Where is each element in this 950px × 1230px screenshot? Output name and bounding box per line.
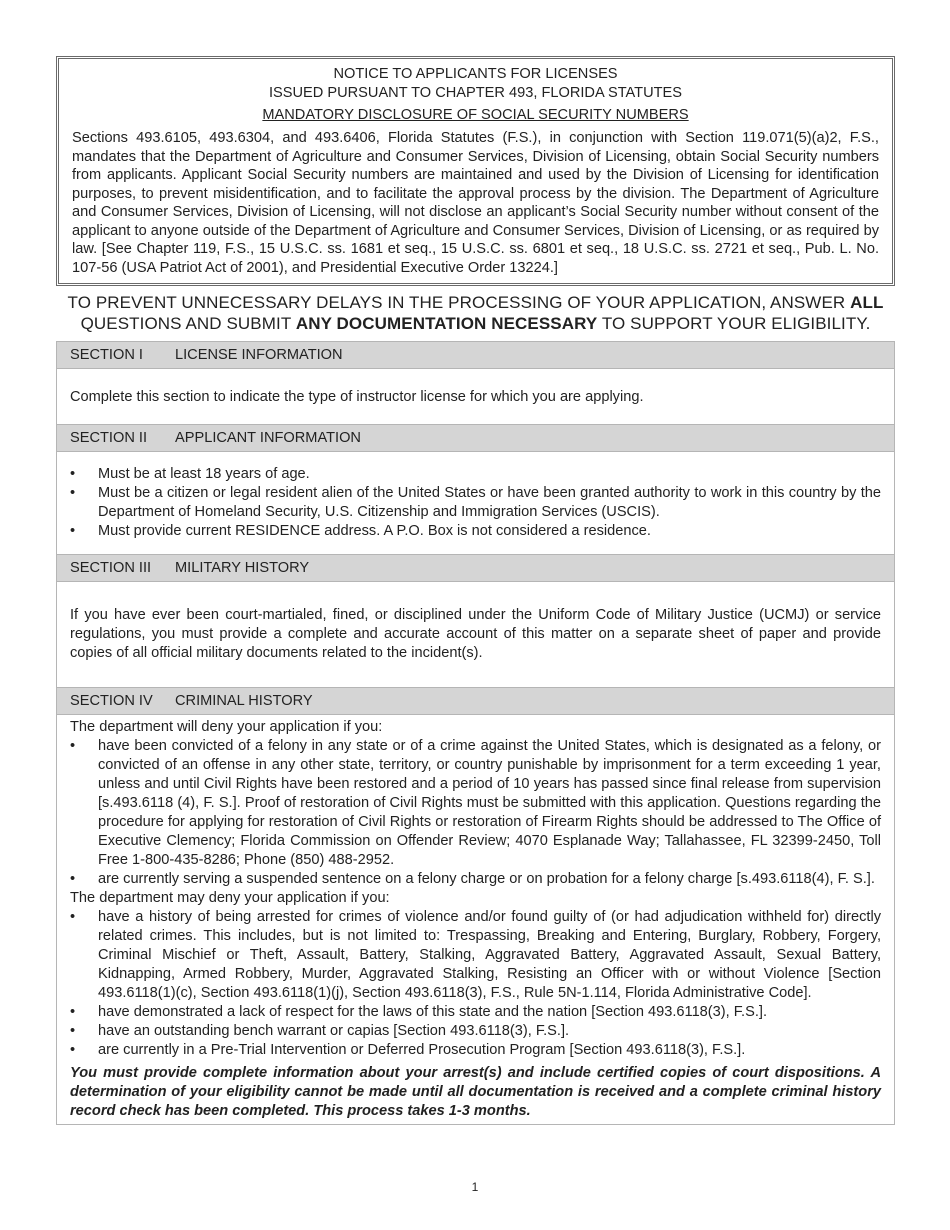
section-3-header	[57, 554, 894, 582]
may-deny-list	[70, 908, 881, 1060]
section-1-title: LICENSE INFORMATION	[175, 347, 343, 363]
section-4-title: CRIMINAL HISTORY	[175, 693, 313, 709]
criminal-history-closing-note: You must provide complete information about your arrest(s) and include certified copies of court dispositions. A determination of your eligibility cannot be made until all documentation is received and a complete criminal history record check has been completed. This process takes 1-3 months.	[70, 1065, 881, 1119]
form-page	[56, 56, 895, 1125]
section-1-text: Complete this section to indicate the type of instructor license for which you are applying.	[70, 389, 644, 405]
section-2-number: SECTION II	[70, 430, 148, 446]
section-3-title: MILITARY HISTORY	[175, 560, 310, 576]
section-3-text: If you have ever been court-martialed, fined, or disciplined under the Uniform Code of Military Justice (UCMJ) or service regulations, you must provide a complete and accurate account of this matter on a separate sheet of paper and provide copies of all official military documents related to the incident(s).	[70, 607, 881, 661]
notice-title-line-1: NOTICE TO APPLICANTS FOR LICENSES	[333, 66, 618, 82]
section-1-number: SECTION I	[70, 347, 143, 363]
list-item: • have a history of being arrested for crimes of violence and/or found guilty of (or had adjudication withheld for) directly related crimes. This includes, but is not limited to: Trespassing, Breaking and Entering, Burglary, Robbery, Forgery, Criminal Mischief or Theft, Assault, Battery, Stalking, Aggravated Battery, Aggravated Assault, Sexual Battery, Kidnapping, Armed Robbery, Murder, Aggravated Stalking, Resisting an Officer with or without Violence [Section 493.6118(1)(c), Section 493.6118(1)(j), Section 493.6118(3), F.S., Rule 5N-1.114, Florida Administrative Code].	[70, 908, 881, 1003]
section-1-body	[57, 369, 894, 424]
instruction-part-2: QUESTIONS AND SUBMIT	[80, 314, 296, 333]
instruction-banner	[56, 292, 895, 334]
notice-body: Sections 493.6105, 493.6304, and 493.6406, Florida Statutes (F.S.), in conjunction with Section 119.071(5)(a)2, F.S., mandates that the Department of Agriculture and Consumer Services, Division of Licensing, obtain Social Security numbers from applicants. Applicant Social Security numbers are maintained and used by the Division of Licensing for identification purposes, to prevent misidentification, and to facilitate the approval process by the division. The Department of Agriculture and Consumer Services, Division of Licensing, will not disclose an applicant’s Social Security number without consent of the applicant to anyone outside of the Department of Agriculture and Consumer Services, Division of Licensing, or as required by law. [See Chapter 119, F.S., 15 U.S.C. ss. 1681 et seq., 15 U.S.C. ss. 6801 et seq., 18 U.S.C. ss. 2721 et seq., Pub. L. No. 107-56 (USA Patriot Act of 2001), and Presidential Executive Order 13224.]	[72, 130, 879, 276]
section-2-title: APPLICANT INFORMATION	[175, 430, 361, 446]
section-2-body	[57, 452, 894, 554]
list-item: • Must be at least 18 years of age.	[70, 465, 881, 484]
section-3-body	[57, 582, 894, 687]
section-1-header	[57, 341, 894, 369]
section-4-header	[57, 687, 894, 715]
may-deny-intro: The department may deny your application if you:	[70, 890, 390, 906]
instruction-bold-1: ALL	[850, 293, 884, 312]
page-number: 1	[471, 1180, 479, 1194]
list-item: • have demonstrated a lack of respect for the laws of this state and the nation [Section 493.6118(3), F.S.].	[70, 1003, 881, 1022]
list-item: • Must be a citizen or legal resident alien of the United States or have been granted authority to work in this country by the Department of Homeland Security, U.S. Citizenship and Immigration Services (USCIS).	[70, 484, 881, 522]
notice-subtitle: MANDATORY DISCLOSURE OF SOCIAL SECURITY NUMBERS	[262, 107, 689, 123]
section-4-body	[57, 715, 894, 1124]
section-3-number: SECTION III	[70, 560, 152, 576]
list-item: • have an outstanding bench warrant or capias [Section 493.6118(3), F.S.].	[70, 1022, 881, 1041]
list-item: • are currently serving a suspended sentence on a felony charge or on probation for a felony charge [s.493.6118(4), F. S.].	[70, 870, 881, 889]
instruction-part-1: TO PREVENT UNNECESSARY DELAYS IN THE PROCESSING OF YOUR APPLICATION, ANSWER	[67, 293, 851, 312]
list-item: • are currently in a Pre-Trial Intervention or Deferred Prosecution Program [Section 493.6118(3), F.S.].	[70, 1041, 881, 1060]
will-deny-intro: The department will deny your application if you:	[70, 719, 383, 735]
form-sections	[56, 341, 895, 1125]
instruction-part-3: TO SUPPORT YOUR ELIGIBILITY.	[597, 314, 871, 333]
will-deny-list	[70, 737, 881, 889]
notice-title-line-2: ISSUED PURSUANT TO CHAPTER 493, FLORIDA STATUTES	[268, 85, 683, 101]
list-item: • Must provide current RESIDENCE address. A P.O. Box is not considered a residence.	[70, 522, 881, 541]
section-4-number: SECTION IV	[70, 693, 153, 709]
section-2-header	[57, 424, 894, 452]
applicant-requirements-list	[70, 465, 881, 541]
instruction-bold-2: ANY DOCUMENTATION NECESSARY	[295, 314, 598, 333]
ssn-disclosure-notice	[56, 56, 895, 286]
list-item: • have been convicted of a felony in any state or of a crime against the United States, which is designated as a felony, or convicted of an offense in any other state, territory, or country punishable by imprisonment for a term exceeding 1 year, unless and until Civil Rights have been restored and a period of 10 years has passed since final release from supervision [s.493.6118 (4), F. S.]. Proof of restoration of Civil Rights must be submitted with this application. Questions regarding the procedure for applying for restoration of Civil Rights or restoration of Firearm Rights should be addressed to The Office of Executive Clemency; Florida Commission on Offender Review; 4070 Esplanade Way; Tallahassee, FL 32399-2450, Toll Free 1-800-435-8286; Phone (850) 488-2952.	[70, 737, 881, 870]
